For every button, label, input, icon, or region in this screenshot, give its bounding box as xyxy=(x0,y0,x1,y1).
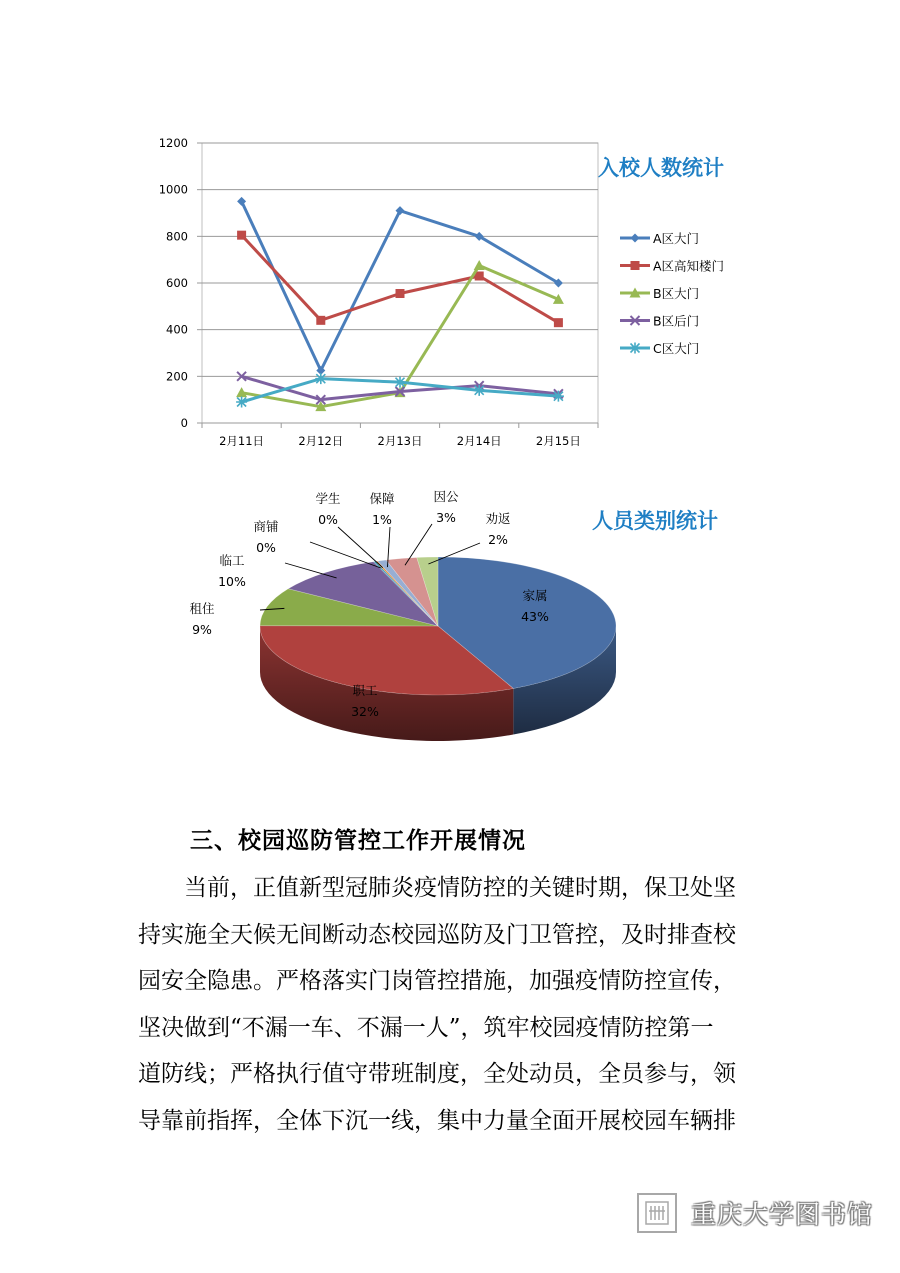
legend-item xyxy=(620,259,724,274)
pie-percent: 9% xyxy=(192,622,212,637)
pie-percent: 0% xyxy=(256,540,276,555)
pie-label-group xyxy=(369,491,395,567)
y-tick-label: 600 xyxy=(166,276,188,290)
y-tick-label: 0 xyxy=(180,416,188,430)
x-tick-label: 2月13日 xyxy=(377,434,423,448)
library-seal-icon xyxy=(637,1193,677,1233)
paragraph-line: 坚决做到“不漏一车、不漏一人”，筑牢校园疫情防控第一 xyxy=(138,1014,714,1041)
legend-item xyxy=(620,314,699,329)
paragraph-line: 道防线；严格执行值守带班制度，全处动员，全员参与，领 xyxy=(138,1061,736,1087)
legend-label: B区后门 xyxy=(653,313,700,329)
pie-percent: 3% xyxy=(436,510,456,525)
y-tick-label: 1000 xyxy=(158,182,188,197)
paragraph-line: 导靠前指挥，全体下沉一线，集中力量全面开展校园车辆排 xyxy=(138,1107,736,1134)
pie-label: 家属 xyxy=(522,588,548,603)
pie-label: 职工 xyxy=(352,683,378,698)
body-paragraph xyxy=(138,865,778,1144)
legend-label: C区大门 xyxy=(653,341,700,356)
leader-line xyxy=(338,527,383,568)
pie-percent: 32% xyxy=(351,704,379,719)
pie-chart xyxy=(150,485,750,785)
paragraph-line: 持实施全天候无间断动态校园巡防及门卫管控，及时排查校 xyxy=(138,921,736,948)
data-point xyxy=(554,318,563,327)
leader-line xyxy=(310,542,381,568)
y-tick-label: 200 xyxy=(166,369,188,384)
data-point xyxy=(631,234,640,243)
pie-label: 保障 xyxy=(369,491,395,506)
pie-percent: 2% xyxy=(488,532,508,547)
pie-label: 租住 xyxy=(189,601,215,616)
y-tick-label: 1200 xyxy=(158,136,188,150)
pie-percent: 0% xyxy=(318,512,338,527)
x-tick-label: 2月11日 xyxy=(219,434,265,448)
watermark-text: 重庆大学图书馆 xyxy=(691,1200,874,1229)
y-tick-label: 800 xyxy=(166,229,188,244)
pie-label: 商铺 xyxy=(253,519,279,534)
data-point xyxy=(316,316,325,325)
data-point xyxy=(237,197,246,206)
pie-label: 学生 xyxy=(315,491,341,506)
data-point xyxy=(553,391,564,402)
data-point xyxy=(631,261,640,270)
legend-item xyxy=(620,286,699,301)
data-point xyxy=(237,231,246,240)
leader-line xyxy=(285,563,337,578)
legend-item xyxy=(620,231,699,246)
data-point xyxy=(474,385,485,396)
data-point xyxy=(630,343,641,354)
data-point xyxy=(236,397,247,408)
legend-item xyxy=(620,341,699,356)
pie-percent: 43% xyxy=(521,609,549,624)
x-tick-label: 2月14日 xyxy=(456,434,502,448)
x-tick-label: 2月12日 xyxy=(298,434,344,448)
data-point xyxy=(315,373,326,384)
watermark xyxy=(637,1190,873,1236)
paragraph-line: 园安全隐患。严格落实门岗管控措施，加强疫情防控宣传， xyxy=(138,968,736,994)
legend-label: A区高知楼门 xyxy=(653,258,725,274)
y-tick-label: 400 xyxy=(166,322,188,337)
pie-label-group xyxy=(405,489,459,565)
chart-title: 人员类别统计 xyxy=(592,509,718,533)
legend-label: A区大门 xyxy=(653,231,700,246)
section-heading: 三、校园巡防管控工作开展情况 xyxy=(190,827,526,854)
data-point xyxy=(395,377,406,388)
pie-percent: 10% xyxy=(218,574,246,589)
legend-label: B区大门 xyxy=(653,286,700,301)
data-point xyxy=(396,289,405,298)
pie-percent: 1% xyxy=(372,512,392,527)
pie-label: 劝返 xyxy=(485,511,511,526)
data-point xyxy=(474,260,485,270)
paragraph-line: 当前，正值新型冠肺炎疫情防控的关键时期，保卫处坚 xyxy=(138,875,736,901)
pie-label: 临工 xyxy=(219,553,245,568)
line-chart xyxy=(150,125,750,465)
chart-title: 入校人数统计 xyxy=(598,156,724,180)
x-tick-label: 2月15日 xyxy=(535,434,581,448)
series-A区大门 xyxy=(237,197,563,375)
pie-label: 因公 xyxy=(433,489,459,504)
